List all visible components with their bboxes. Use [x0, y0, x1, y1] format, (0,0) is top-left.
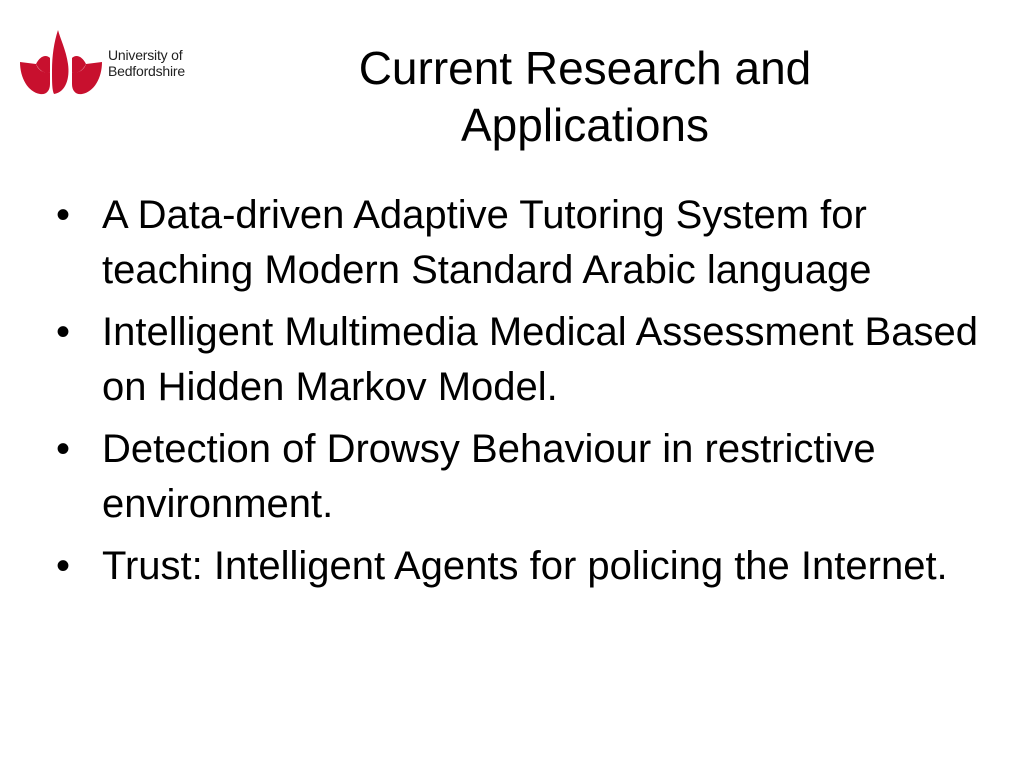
bullet-list: [56, 188, 986, 601]
university-emblem-icon: [18, 28, 104, 98]
bullet-text: A Data-driven Adaptive Tutoring System for teaching Modern Standard Arabic language: [102, 193, 872, 292]
logo-wordmark: [108, 47, 185, 79]
university-logo: [18, 28, 185, 98]
bullet-item: [56, 305, 986, 415]
title-line-1: Current Research and: [358, 42, 812, 94]
bullet-item: [56, 422, 986, 532]
title-line-2: Applications: [460, 99, 710, 151]
logo-line-1: University of: [108, 47, 183, 63]
logo-line-2: Bedfordshire: [108, 63, 185, 79]
bullet-point-icon: •: [56, 544, 71, 588]
slide-title: [290, 40, 880, 154]
bullet-point-icon: •: [56, 310, 71, 354]
bullet-item: [56, 188, 986, 298]
bullet-point-icon: •: [56, 193, 71, 237]
bullet-text: Detection of Drowsy Behaviour in restrictive environment.: [102, 427, 876, 526]
bullet-item: [56, 539, 986, 594]
bullet-text: Trust: Intelligent Agents for policing the Internet.: [102, 544, 948, 588]
bullet-text: Intelligent Multimedia Medical Assessment Based on Hidden Markov Model.: [102, 310, 978, 409]
bullet-point-icon: •: [56, 427, 71, 471]
